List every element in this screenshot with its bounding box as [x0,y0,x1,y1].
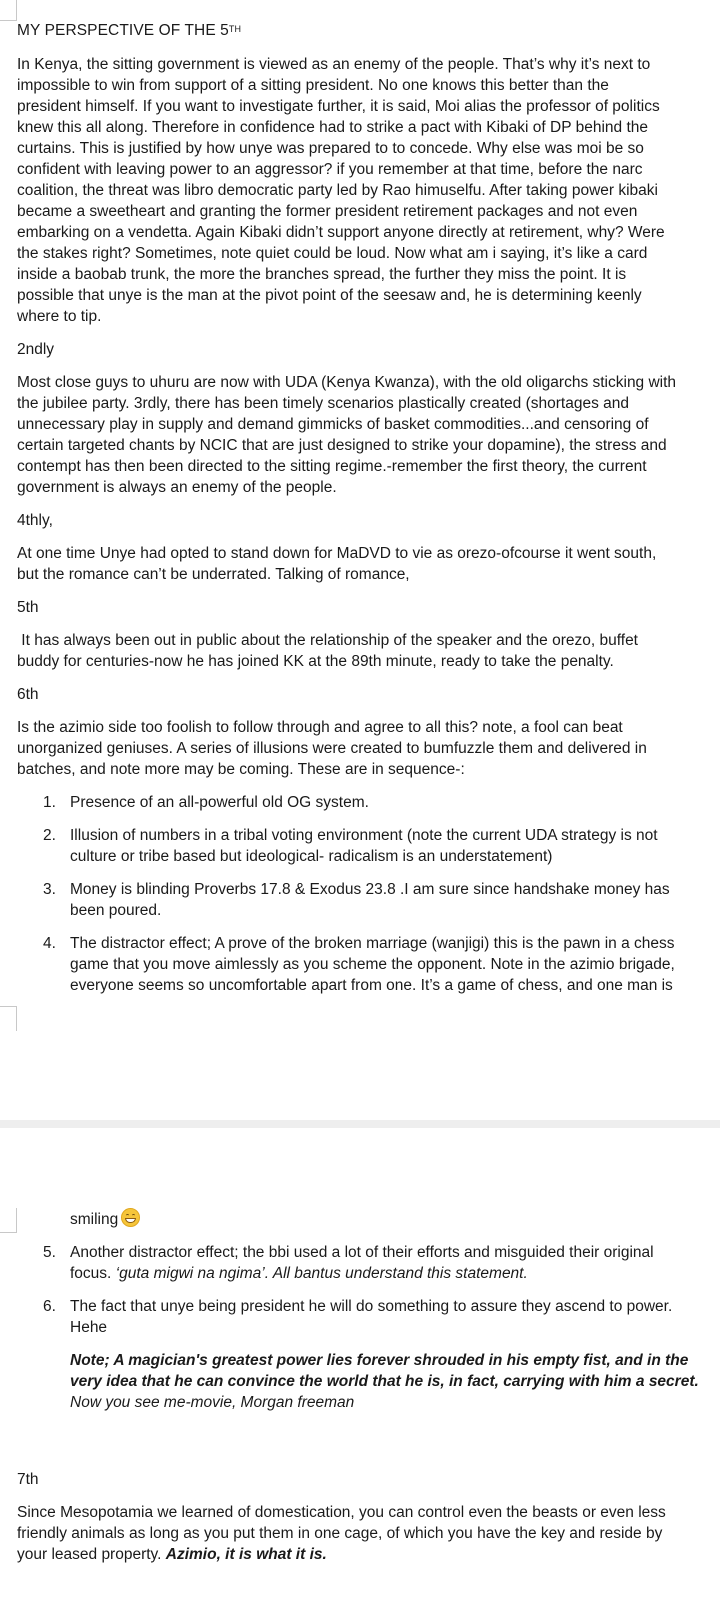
page-corner-mark [0,0,17,21]
paragraph-7th: Since Mesopotamia we learned of domestication, you can control even the beasts or even less friendly animals as long as you put them in one cage, of which you have the key and reside by your leased property. Azimio, it is what it is. [17,1504,666,1563]
list-item: 3. Money is blinding Proverbs 17.8 & Exodus 23.8 .I am sure since handshake money has been poured. [43,881,670,919]
list-continuation: smiling [17,1208,720,1230]
section-heading-2ndly: 2ndly [17,341,55,358]
paragraph-5th: It has always been out in public about the relationship of the speaker and the orezo, buffet buddy for centuries-now he has joined KK at the 89th minute, ready to take the penalty. [17,632,638,670]
page-1-content [17,20,720,1008]
section-heading-5th: 5th [17,599,39,616]
paragraph-4thly: At one time Unye had opted to stand down for MaDVD to vie as orezo-ofcourse it went south, but the romance can’t be underrated. Talking of romance, [17,545,657,583]
page-2-content [17,1208,720,1565]
paragraph-6th: Is the azimio side too foolish to follow through and agree to all this? note, a fool can beat unorganized geniuses. A series of illusions were created to bumfuzzle them and delivered in batches, and note more may be coming. These are in sequence-: [17,719,647,778]
numbered-list [17,792,720,996]
document-title: MY PERSPECTIVE OF THE 5TH [17,22,242,39]
list-item: 6. The fact that unye being president he will do something to assure they ascend to power. Hehe [43,1298,673,1336]
list-item: 5. Another distractor effect; the bbi used a lot of their efforts and misguided their original focus. ‘guta migwi na ngima’. All bantus understand this statement. [43,1244,654,1282]
paragraph-2ndly: Most close guys to uhuru are now with UDA (Kenya Kwanza), with the old oligarchs sticking with the jubilee party. 3rdly, there has been timely scenarios plastically created (shortages and unnecessary play in supply and demand gimmicks of basket commodities...and censoring of certain targeted chants by NCIC that are just designed to strike your dopamine), the stress and contempt has then been directed to the sitting regime.-remember the first theory, the current government is always an enemy of the people. [17,374,677,496]
section-heading-7th: 7th [17,1471,39,1488]
magician-quote: Note; A magician's greatest power lies forever shrouded in his empty fist, and in the very idea that he can convince the world that he is, in fact, carrying with him a secret. Now you see me-movie, Morgan freeman [70,1352,699,1411]
numbered-list-continued [17,1242,720,1338]
grinning-face-icon [121,1208,140,1227]
document-page-2 [0,1128,720,1600]
page-separator [0,1120,720,1128]
page-corner-mark [0,1006,17,1031]
page-corner-mark [0,1208,17,1233]
list-item: 4. The distractor effect; A prove of the broken marriage (wanjigi) this is the pawn in a chess game that you move aimlessly as you scheme the opponent. Note in the azimio brigade, everyone seems so uncomfortable apart from one. It’s a game of chess, and one man is [43,935,675,994]
intro-paragraph: In Kenya, the sitting government is viewed as an enemy of the people. That’s why it’s next to impossible to win from support of a sitting president. No one knows this better than the president himself. If you want to investigate further, it is said, Moi alias the professor of politics knew this all along. Therefore in confidence had to strike a pact with Kibaki of DP behind the curtains. This is justified by how unye was prepared to to concede. Why else was moi be so confident with leaving power to an aggressor? if you remember at that time, before the narc coalition, the threat was libro democratic party led by Rao himuselfu. After taking power kibaki became a sweetheart and granting the former president retirement packages and not even embarking on a vendetta. Again Kibaki didn’t support anyone directly at retirement, why? Were the stakes right? Sometimes, note quiet could be loud. Now what am i saying, it’s like a card inside a baobab trunk, the more the branches spread, the further they miss the point. It is possible that unye is the man at the pivot point of the seesaw and, he is determining keenly where to tip. [17,56,665,325]
section-heading-4thly: 4thly, [17,512,53,529]
section-heading-6th: 6th [17,686,39,703]
list-item: 1. Presence of an all-powerful old OG system. [43,794,369,811]
list-item: 2. Illusion of numbers in a tribal voting environment (note the current UDA strategy is not culture or tribe based but ideological- radicalism is an understatement) [43,827,658,865]
